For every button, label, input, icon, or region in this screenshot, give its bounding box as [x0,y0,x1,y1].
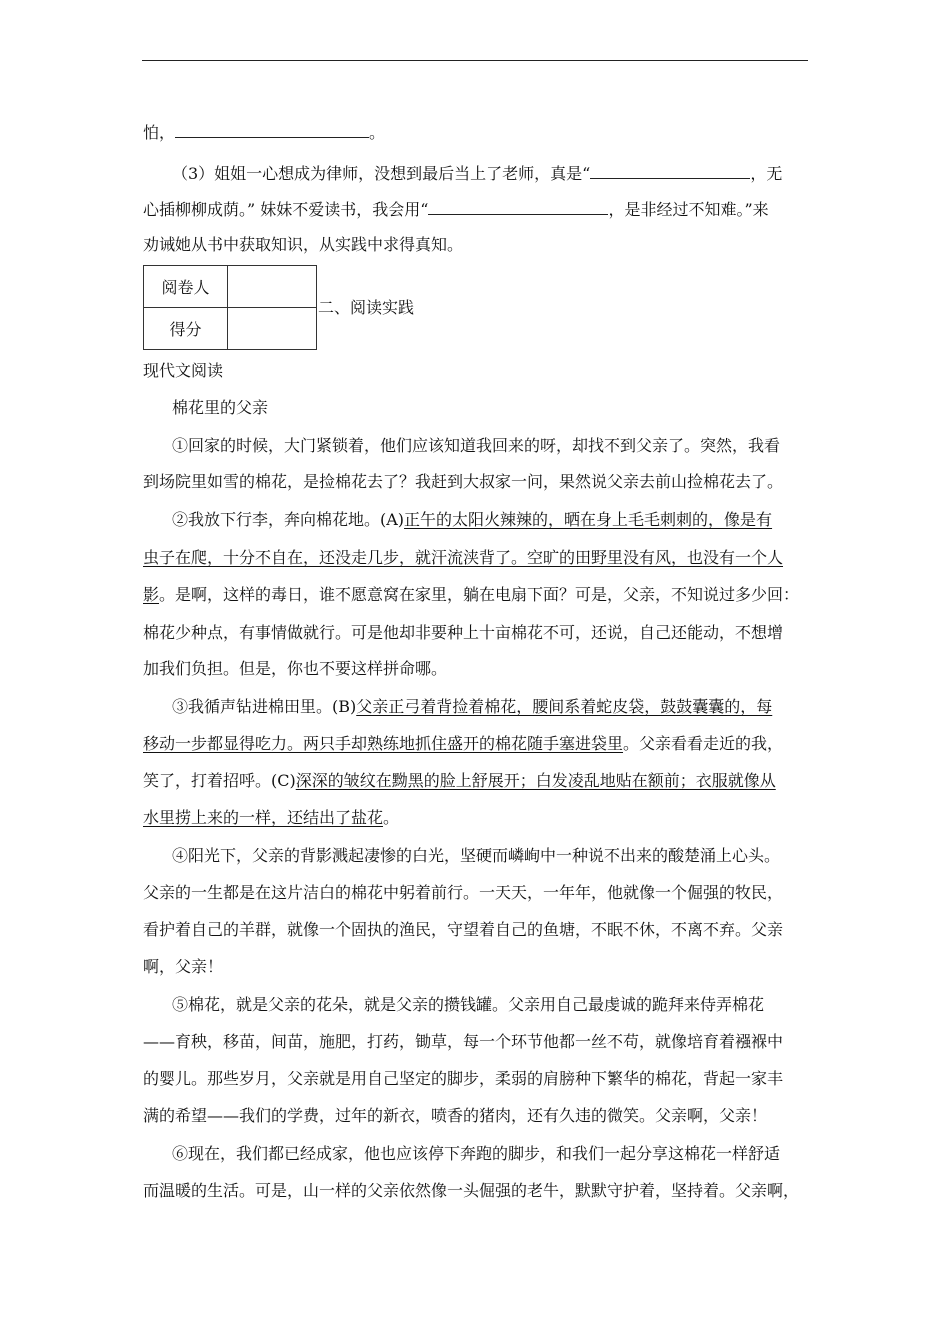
answer-blank[interactable] [590,163,750,179]
underlined-sentence-c: 深深的皱纹在黝黑的脸上舒展开；白发凌乱地贴在额前；衣服就像从 [295,771,776,790]
paragraph-4-line: 父亲的一生都是在这片洁白的棉花中躬着前行。一天天，一年年，他就像一个倔强的牧民， [143,883,784,902]
underlined-sentence-b: 父亲正弓着背捡着棉花，腰间系着蛇皮袋，鼓鼓囊囊的，每 [356,697,773,716]
paragraph-2-line: 棉花少种点，有事情做就行。可是他却非要种上十亩棉花不可，还说，自己还能动，不想增 [143,623,784,642]
paragraph-1-line: 到场院里如雪的棉花，是捡棉花去了？我赶到大叔家一问，果然说父亲去前山捡棉花去了。 [143,472,784,491]
subtitle: 现代文阅读 [143,361,224,380]
answer-blank[interactable] [175,122,369,138]
header-rule [142,60,808,61]
paragraph-6-line: 而温暖的生活。可是，山一样的父亲依然像一头倔强的老牛，默默守护着，坚持着。父亲啊， [143,1181,800,1200]
paragraph-3-line: ③我循声钻进棉田里。(B)父亲正弓着背捡着棉花，腰间系着蛇皮袋，鼓鼓囊囊的，每 [172,697,773,716]
article-title: 棉花里的父亲 [172,398,269,417]
paragraph-2-line: 影。是啊，这样的毒日，谁不愿意窝在家里，躺在电扇下面？可是，父亲，不知说过多少回： [143,585,800,604]
q2-tail: 怕， 。 [143,123,386,142]
paragraph-2-line [143,548,783,568]
answer-blank[interactable] [428,199,608,215]
score-label: 得分 [144,308,228,350]
paragraph-4-line: 啊，父亲！ [143,957,224,976]
paragraph-1-line: ①回家的时候，大门紧锁着，他们应该知道我回来的呀，却找不到父亲了。突然，我看 [172,436,781,455]
score-field[interactable] [228,308,317,350]
paragraph-3-line: 笑了，打着招呼。(C)深深的皱纹在黝黑的脸上舒展开；白发凌乱地贴在额前；衣服就像从 [143,771,776,790]
paragraph-4-line: 看护着自己的羊群，就像一个固执的渔民，守望着自己的鱼塘，不眠不休，不离不弃。父亲 [143,920,784,939]
paragraph-5-line: 的婴儿。那些岁月，父亲就是用自己坚定的脚步，柔弱的肩膀种下繁华的棉花，背起一家丰 [143,1069,784,1088]
paragraph-5-line: 满的希望——我们的学费，过年的新衣，喷香的猪肉，还有久违的微笑。父亲啊，父亲！ [143,1106,768,1125]
paragraph-4-line: ④阳光下，父亲的背影溅起凄惨的白光，坚硬而嶙峋中一种说不出来的酸楚涌上心头。 [172,846,781,865]
paragraph-5-line: ⑤棉花，就是父亲的花朵，就是父亲的攒钱罐。父亲用自己最虔诚的跪拜来侍弄棉花 [172,995,765,1014]
grader-table [143,265,317,350]
underlined-sentence-a: 虫子在爬，十分不自在，还没走几步，就汗流浃背了。空旷的田野里没有风，也没有一个人 [143,548,784,567]
q3-line-3: 劝诫她从书中获取知识，从实践中求得真知。 [143,235,464,254]
paragraph-3-line: 移动一步都显得吃力。两只手却熟练地抓住盛开的棉花随手塞进袋里。父亲看看走近的我， [143,734,784,753]
underlined-sentence-a: 正午的太阳火辣辣的，晒在身上毛毛刺刺的，像是有 [404,510,773,529]
paragraph-2-line: ②我放下行李，奔向棉花地。(A)正午的太阳火辣辣的，晒在身上毛毛刺刺的，像是有 [172,510,773,529]
paragraph-6-line: ⑥现在，我们都已经成家，他也应该停下奔跑的脚步，和我们一起分享这棉花一样舒适 [172,1144,781,1163]
grader-field[interactable] [228,266,317,308]
paragraph-5-line: ——育秧，移苗，间苗，施肥，打药，锄草，每一个环节他都一丝不苟，就像培育着襁褓中 [143,1032,784,1051]
underlined-sentence-c: 水里捞上来的一样，还结出了盐花 [143,808,384,827]
q3-line-2: 心插柳柳成荫。” 妹妹不爱读书，我会用“ ，是非经过不知难。”来 [143,200,769,219]
underlined-sentence-b: 移动一步都显得吃力。两只手却熟练地抓住盛开的棉花随手塞进袋里 [143,734,624,753]
section-title: 二、阅读实践 [318,298,415,317]
underlined-sentence-a: 影 [143,585,160,604]
q3-line-1: （3）姐姐一心想成为律师，没想到最后当上了老师，真是“ ，无 [172,164,783,183]
paragraph-3-line: 水里捞上来的一样，还结出了盐花。 [143,808,400,827]
paragraph-2-line: 加我们负担。但是，你也不要这样拼命哪。 [143,659,448,678]
grader-label: 阅卷人 [144,266,228,308]
